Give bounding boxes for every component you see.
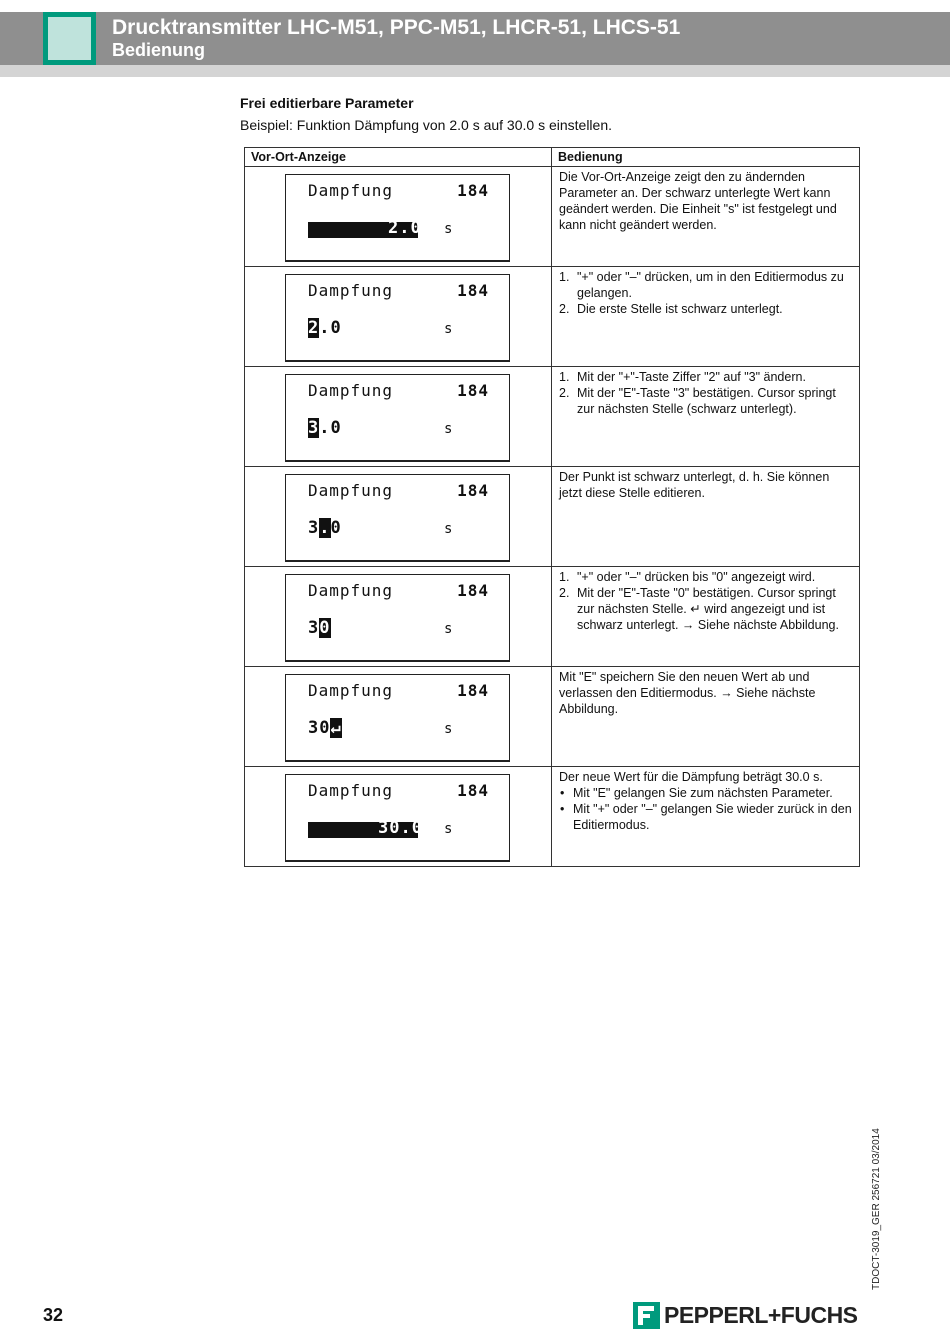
lcd-code: 184 <box>457 681 489 700</box>
lcd-display <box>285 274 510 362</box>
top-strip <box>0 0 950 12</box>
step-number: 2. <box>559 302 570 316</box>
table-row <box>245 167 860 267</box>
step-list <box>559 269 853 317</box>
lcd-unit: s <box>444 721 453 737</box>
operation-cell <box>552 267 860 367</box>
lcd-code: 184 <box>457 481 489 500</box>
lcd-display <box>285 574 510 662</box>
operation-cell <box>552 167 860 267</box>
section-heading: Frei editierbare Parameter <box>240 95 414 111</box>
lcd-display <box>285 174 510 262</box>
parameter-table <box>244 147 860 867</box>
lcd-value <box>308 618 331 638</box>
lcd-value-rest: 0 <box>330 518 342 538</box>
table-row <box>245 467 860 567</box>
step-number: 1. <box>559 570 570 584</box>
step-text: Die erste Stelle ist schwarz unterlegt. <box>577 302 783 316</box>
lcd-code: 184 <box>457 781 489 800</box>
step-number: 2. <box>559 586 570 600</box>
lcd-unit: s <box>444 321 453 337</box>
page-title: Drucktransmitter LHC-M51, PPC-M51, LHCR-51, LHCS-51 <box>112 16 681 39</box>
lcd-cursor: . <box>319 518 331 538</box>
list-item <box>559 585 853 633</box>
table-row <box>245 267 860 367</box>
operation-cell <box>552 367 860 467</box>
lcd-label: Dampfung <box>308 181 394 200</box>
lcd-display <box>285 374 510 462</box>
step-text: "+" oder "–" drücken bis "0" angezeigt wird. <box>577 570 816 584</box>
table-row <box>245 367 860 467</box>
display-cell <box>245 667 552 767</box>
lcd-label: Dampfung <box>308 781 394 800</box>
chapter-marker-inner <box>48 17 91 60</box>
list-item <box>559 301 853 317</box>
step-text: Mit der "E"-Taste "0" bestätigen. Cursor springt zur nächsten Stelle. ↵ wird angezeigt und ist schwarz unterlegt. → Siehe nächste Abbildung. <box>577 586 839 632</box>
lcd-value: 30.0 <box>378 818 423 838</box>
table-header-row <box>245 148 860 167</box>
lcd-cursor: 2 <box>308 318 320 338</box>
step-number: 1. <box>559 370 570 384</box>
lcd-display <box>285 474 510 562</box>
operation-cell <box>552 767 860 867</box>
list-item: • Mit "E" gelangen Sie zum nächsten Parameter. <box>559 785 853 801</box>
page-subtitle: Bedienung <box>112 40 205 60</box>
table-row <box>245 767 860 867</box>
lcd-unit: s <box>444 521 453 537</box>
bullet-list <box>559 785 853 833</box>
column-header-operation: Bedienung <box>552 148 860 167</box>
display-cell <box>245 367 552 467</box>
display-cell <box>245 767 552 867</box>
lcd-label: Dampfung <box>308 481 394 500</box>
column-header-display: Vor-Ort-Anzeige <box>245 148 552 167</box>
operation-text: Die Vor-Ort-Anzeige zeigt den zu ändernden Parameter an. Der schwarz unterlegte Wert kann geändert werden. Die Einheit "s" ist festgelegt und kann nicht geändert werden. <box>559 170 837 232</box>
operation-cell <box>552 567 860 667</box>
lcd-cursor: 0 <box>319 618 331 638</box>
lcd-unit: s <box>444 621 453 637</box>
brand-name: PEPPERL+FUCHS <box>664 1301 858 1328</box>
lcd-value-pre: 3 <box>308 518 320 538</box>
brand-mark-icon <box>633 1302 660 1329</box>
step-number: 1. <box>559 270 570 284</box>
lcd-code: 184 <box>457 281 489 300</box>
list-item <box>559 569 853 585</box>
brand-logo <box>633 1301 858 1329</box>
page-number: 32 <box>43 1305 64 1325</box>
lcd-unit: s <box>444 221 453 237</box>
list-item <box>559 369 853 385</box>
operation-cell <box>552 667 860 767</box>
lcd-label: Dampfung <box>308 381 394 400</box>
lcd-value-rest: .0 <box>319 318 342 338</box>
lcd-value <box>308 418 342 438</box>
chapter-marker <box>43 12 96 65</box>
lcd-value <box>308 518 342 538</box>
step-list <box>559 369 853 417</box>
table-row <box>245 667 860 767</box>
lcd-enter-cursor: ↵ <box>330 718 342 738</box>
lcd-display <box>285 774 510 862</box>
step-text: Mit der "E"-Taste "3" bestätigen. Cursor springt zur nächsten Stelle (schwarz unterlegt). <box>577 386 836 416</box>
list-item <box>559 269 853 301</box>
lcd-value: 2.0 <box>388 218 422 238</box>
display-cell <box>245 167 552 267</box>
operation-text: Der neue Wert für die Dämpfung beträgt 30.0 s. <box>559 770 823 784</box>
lcd-value-pre: 30 <box>308 718 331 738</box>
lcd-value <box>308 718 342 738</box>
lcd-unit: s <box>444 821 453 837</box>
lcd-value-rest: .0 <box>319 418 342 438</box>
step-number: 2. <box>559 386 570 400</box>
display-cell <box>245 567 552 667</box>
display-cell <box>245 267 552 367</box>
lcd-value-pre: 3 <box>308 618 320 638</box>
header-underline <box>0 65 950 77</box>
lcd-value <box>308 318 342 338</box>
list-item: • Mit "+" oder "–" gelangen Sie wieder zurück in den Editiermodus. <box>559 801 853 833</box>
table-row <box>245 567 860 667</box>
lcd-code: 184 <box>457 581 489 600</box>
lcd-code: 184 <box>457 181 489 200</box>
lcd-cursor: 3 <box>308 418 320 438</box>
section-example: Beispiel: Funktion Dämpfung von 2.0 s auf 30.0 s einstellen. <box>240 117 612 133</box>
lcd-label: Dampfung <box>308 681 394 700</box>
list-item <box>559 385 853 417</box>
step-text: Mit der "+"-Taste Ziffer "2" auf "3" ändern. <box>577 370 806 384</box>
document-reference: TDOCT-3019_GER 256721 03/2014 <box>871 1128 882 1290</box>
lcd-label: Dampfung <box>308 581 394 600</box>
operation-text: Der Punkt ist schwarz unterlegt, d. h. Sie können jetzt diese Stelle editieren. <box>559 470 830 500</box>
lcd-code: 184 <box>457 381 489 400</box>
step-list <box>559 569 853 633</box>
step-text: "+" oder "–" drücken, um in den Editiermodus zu gelangen. <box>577 270 844 300</box>
operation-text: Mit "E" speichern Sie den neuen Wert ab und verlassen den Editiermodus. → Siehe nächste Abbildung. <box>559 670 816 716</box>
display-cell <box>245 467 552 567</box>
lcd-label: Dampfung <box>308 281 394 300</box>
operation-cell <box>552 467 860 567</box>
lcd-unit: s <box>444 421 453 437</box>
lcd-display <box>285 674 510 762</box>
